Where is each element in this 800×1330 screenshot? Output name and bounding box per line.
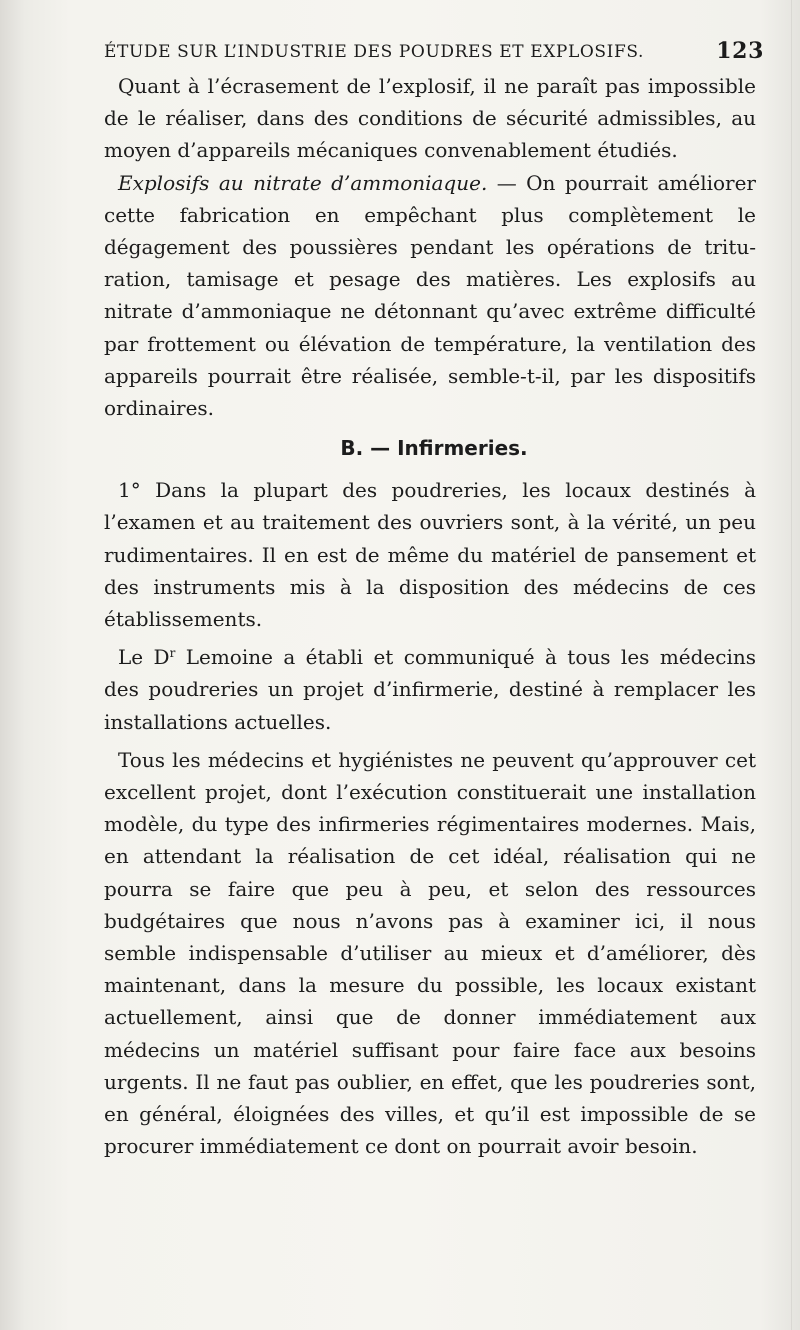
paragraph-infirmary-premises: 1° Dans la plupart des poudreries, les locaux destinés à l’examen et au traitement des ouvriers sont, à la vérité, un peu rudimentaires. Il en est de même du matériel de pansement et des instruments mis à la disposition des médecins de ces établissements. bbox=[104, 478, 756, 632]
doctor-abbrev: Le D bbox=[118, 645, 170, 670]
paragraph-lemoine-project bbox=[104, 641, 756, 738]
running-header bbox=[104, 38, 764, 68]
paragraph-ammonium-nitrate-text: — On pourrait améliorer cette fabrication en empêchant plus complètement le dégagement des poussières pendant les opérations de trituration, tamisage et pesage des matières. Les explosifs au nitrate d’ammoniaque ne détonnant qu’avec extrême difficulté par frottement ou élévation de température, la ventilation des appareils pourrait être réalisée, semble-t-il, par les dispositifs ordinaires. bbox=[104, 170, 756, 421]
paragraph-ammonium-nitrate bbox=[104, 167, 756, 425]
running-title: ÉTUDE SUR L’INDUSTRIE DES POUDRES ET EXPLOSIFS. bbox=[104, 42, 644, 62]
page-number: 123 bbox=[716, 38, 764, 64]
paragraph-crushing: Quant à l’écrasement de l’explosif, il ne paraît pas impossible de le réaliser, dans des conditions de sécurité admissibles, au moyen d’appareils mécaniques convenablement étudiés. bbox=[104, 74, 756, 163]
doctor-abbrev-superscript: r bbox=[169, 646, 176, 661]
paragraph-lead-italic: Explosifs au nitrate d’ammoniaque. bbox=[118, 170, 488, 195]
paragraph-approval: Tous les médecins et hygiénistes ne peuvent qu’approuver cet excellent projet, dont l’exécution constituerait une installation modèle, du type des infirmeries régimentaires modernes. Mais, en attendant la réalisation de cet idéal, réalisation qui ne pourra se faire que peu à peu, et selon des ressources budgétaires que nous n’avons pas à examiner ici, il nous semble indispensable d’utiliser au mieux et d’améliorer, dès maintenant, dans la mesure du possible, les locaux existant actuellement, ainsi que de donner immédiatement aux médecins un matériel suffisant pour faire face aux besoins urgents. Il ne faut pas oublier, en effet, que les poudreries sont, en général, éloignées des villes, et qu’il est impossible de se procurer immédiatement ce dont on pourrait avoir besoin. bbox=[104, 747, 756, 1159]
page-edge-shadow bbox=[791, 0, 792, 1330]
body-text bbox=[104, 70, 756, 1163]
paragraph-lemoine-text: Lemoine a établi et communiqué à tous les médecins des poudreries un projet d’infirmerie, destiné à remplacer les installations actuelles. bbox=[104, 645, 756, 734]
section-heading: B. — Infirmeries. bbox=[340, 436, 528, 461]
